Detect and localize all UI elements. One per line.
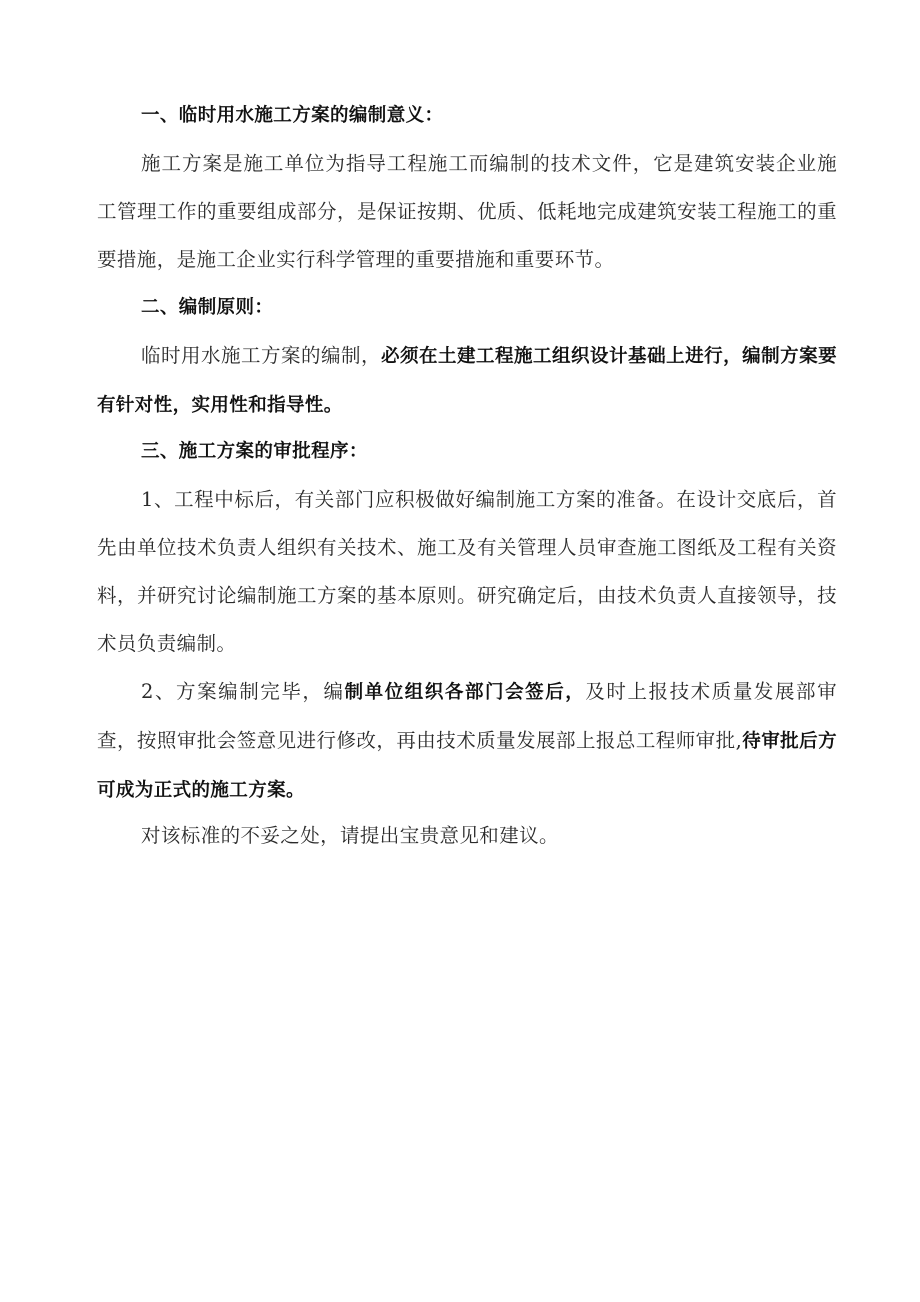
item-2-bold-b: 待审批后方可成为正式的施工方案。: [97, 731, 837, 801]
item-2-text-a: 2、方案编制完毕，编: [141, 680, 345, 703]
section-3-heading: 三、施工方案的审批程序：: [141, 441, 368, 462]
section-2-plain-text: 临时用水施工方案的编制，: [141, 344, 382, 367]
section-2-paragraph: [97, 332, 837, 430]
closing-note: 对该标准的不妥之处，请提出宝贵意见和建议。: [141, 824, 559, 847]
item-2-text-b: 及时上报技术质量发展部审查，按照审批会签意见进行修改，再由技术质量发展部上报总工程师审批,: [97, 680, 837, 752]
item-2-bold-a: 制单位组织各部门会签后，: [344, 682, 586, 703]
section-3-item-2: [97, 668, 837, 815]
section-1-paragraph: 施工方案是施工单位为指导工程施工而编制的技术文件，它是建筑安装企业施工管理工作的重要组成部分，是保证按期、优质、低耗地完成建筑安装工程施工的重要措施，是施工企业实行科学管理的重要措施和重要环节。: [97, 152, 837, 271]
section-2-bold-text: 必须在土建工程施工组织设计基础上进行，编制方案要有针对性，实用性和指导性。: [97, 346, 837, 416]
section-1-heading: 一、临时用水施工方案的编制意义：: [141, 105, 444, 126]
section-3-item-1: 1、工程中标后，有关部门应积极做好编制施工方案的准备。在设计交底后，首先由单位技术负责人组织有关技术、施工及有关管理人员审查施工图纸及工程有关资料，并研究讨论编制施工方案的基本原则。研究确定后，由技术负责人直接领导，技术员负责编制。: [97, 488, 837, 655]
section-2-heading: 二、编制原则：: [141, 297, 274, 318]
